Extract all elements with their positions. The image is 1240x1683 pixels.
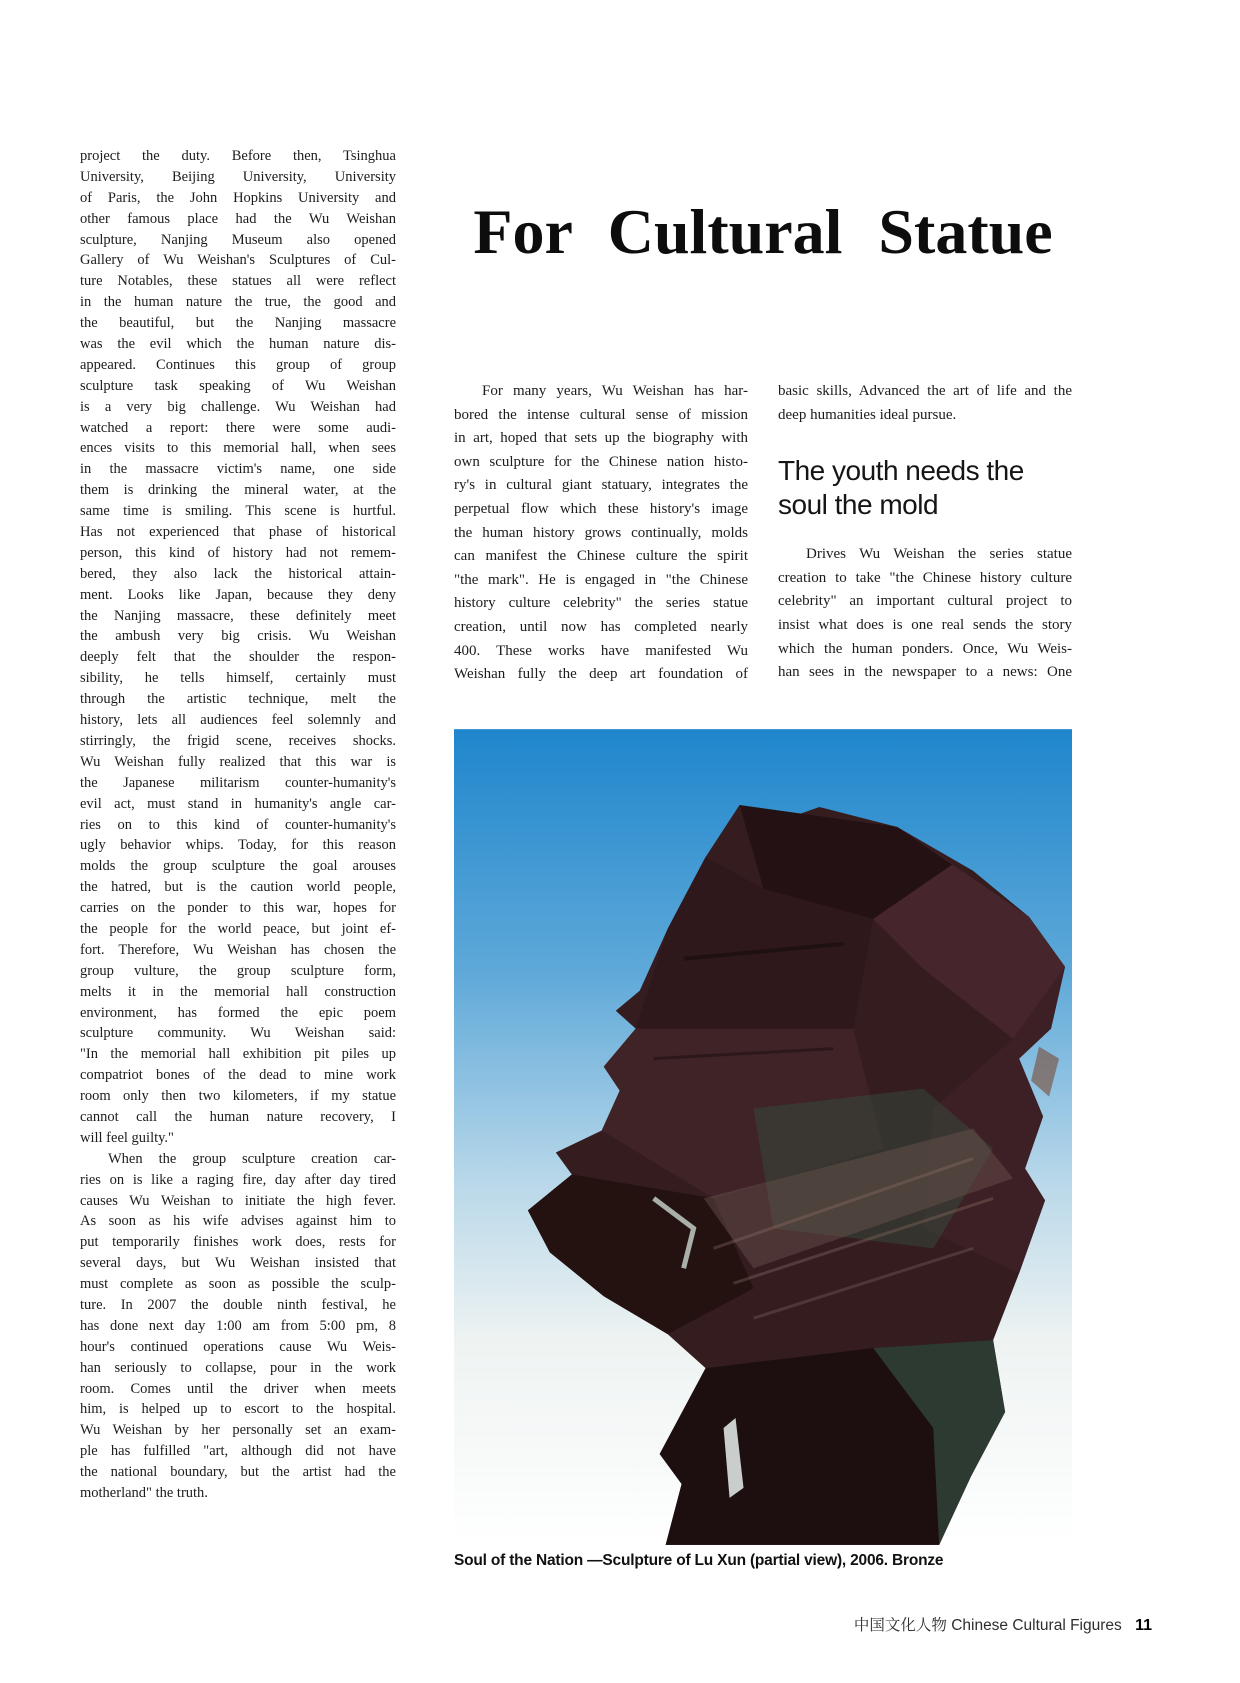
text-line: sculpture task speaking of Wu Weishan [80, 377, 396, 394]
text-line: perpetual flow which these history's image [454, 500, 748, 517]
text-line: ries on is like a raging fire, day after day tired [80, 1171, 396, 1188]
page-number: 11 [1135, 1617, 1152, 1634]
text-line: When the group sculpture creation car- [108, 1150, 396, 1167]
text-line: Gallery of Wu Weishan's Sculptures of Cul- [80, 252, 396, 269]
text-line: the Nanjing massacre, these definitely meet [80, 607, 396, 624]
text-line: put temporarily finishes work does, rests for [80, 1234, 396, 1251]
text-line: group vulture, the group sculpture form, [80, 962, 396, 979]
text-line: the ambush very big crisis. Wu Weishan [80, 628, 396, 645]
text-line: sibility, he tells himself, certainly must [80, 670, 396, 687]
sculpture-illustration [454, 728, 1072, 1546]
text-line: University, Beijing University, University [80, 168, 396, 185]
text-line: creation, until now has completed nearly [454, 618, 748, 635]
text-line: molds the group sculpture the goal arouses [80, 858, 396, 875]
text-line: person, this kind of history had not remem- [80, 544, 396, 561]
text-line: the beautiful, but the Nanjing massacre [80, 315, 396, 332]
text-line: watched a report: there were some audi- [80, 419, 396, 436]
text-line: in the massacre victim's name, one side [80, 461, 396, 478]
figure-caption [454, 1551, 1072, 1571]
text-line: motherland" the truth. [80, 1485, 208, 1501]
text-line: other famous place had the Wu Weishan [80, 210, 396, 227]
text-line: Weishan fully the deep art foundation of [454, 666, 748, 683]
text-line: Drives Wu Weishan the series statue [806, 546, 1072, 563]
text-line: fort. Therefore, Wu Weishan has chosen the [80, 941, 396, 958]
text-line: For many years, Wu Weishan has har- [482, 383, 748, 399]
text-line: ture. In 2007 the double ninth festival, he [80, 1296, 396, 1313]
text-line: sculpture, Nanjing Museum also opened [80, 231, 396, 248]
text-line: ment. Looks like Japan, because they deny [80, 586, 396, 603]
text-line: the hatred, but is the caution world people, [80, 879, 396, 896]
text-line: has done next day 1:00 am from 5:00 pm, 8 [80, 1317, 396, 1334]
text-line: him, is helped up to escort to the hospital. [80, 1401, 396, 1418]
text-line: of Paris, the John Hopkins University and [80, 189, 396, 206]
text-line: the Japanese militarism counter-humanity's [80, 774, 396, 791]
text-line: sculpture community. Wu Weishan said: [80, 1025, 396, 1042]
text-line: history, lets all audiences feel solemnly and [80, 712, 396, 729]
text-line: environment, has formed the epic poem [80, 1004, 396, 1021]
text-line: through the artistic technique, melt the [80, 691, 396, 708]
page-footer [80, 1616, 1152, 1636]
text-line: "In the memorial hall exhibition pit piles up [80, 1046, 396, 1063]
text-line: han seriously to collapse, pour in the work [80, 1359, 396, 1376]
text-line: ries on to this kind of counter-humanity's [80, 816, 396, 833]
text-line: stirringly, the frigid scene, receives shocks. [80, 732, 396, 749]
text-line: Wu Weishan fully realized that this war is [80, 753, 396, 770]
text-line: same time is smiling. This scene is hurtful. [80, 503, 396, 520]
text-line: several days, but Wu Weishan insisted that [80, 1255, 396, 1272]
text-line: history culture celebrity" the series statue [454, 595, 748, 612]
text-line: causes Wu Weishan to initiate the high fever. [80, 1192, 396, 1209]
text-line: As soon as his wife advises against him to [80, 1213, 396, 1230]
text-line: can manifest the Chinese culture the spirit [454, 548, 748, 565]
text-line: ry's in cultural giant statuary, integrates the [454, 477, 748, 494]
text-line: hour's continued operations cause Wu Weis- [80, 1338, 396, 1355]
text-line: room. Comes until the driver when meets [80, 1380, 396, 1397]
text-line: in art, hoped that sets up the biography with [454, 430, 748, 447]
text-line: deep humanities ideal pursue. [778, 406, 957, 423]
text-line: bored the intense cultural sense of mission [454, 406, 748, 423]
left-text-column [80, 146, 396, 1504]
text-line: project the duty. Before then, Tsinghua [80, 148, 396, 164]
magazine-name-cjk: 中国文化人物 [853, 1617, 947, 1634]
text-line: ture Notables, these statues all were reflect [80, 273, 396, 290]
text-line: creation to take "the Chinese history culture [778, 569, 1072, 586]
text-line: them is drinking the mineral water, at the [80, 482, 396, 499]
text-line: han sees in the newspaper to a news: One [778, 664, 1072, 681]
text-line: compatriot bones of the dead to mine work [80, 1067, 396, 1084]
text-line: melts it in the memorial hall construction [80, 983, 396, 1000]
text-line: deeply felt that the shoulder the respon- [80, 649, 396, 666]
caption-detail: —Sculpture of Lu Xun (partial view), 2006. Bronze [583, 1552, 944, 1569]
text-line: bered, they also lack the historical attain- [80, 565, 396, 582]
figure-image [454, 728, 1072, 1546]
text-line: ences visits to this memorial hall, when sees [80, 440, 396, 457]
text-line: celebrity" an important cultural project to [778, 593, 1072, 610]
text-line: the people for the world peace, but joint ef- [80, 920, 396, 937]
text-line: the national boundary, but the artist had the [80, 1464, 396, 1481]
right-text-column [778, 380, 1072, 685]
right-column-bottom [778, 543, 1072, 685]
text-line: evil act, must stand in humanity's angle car- [80, 795, 396, 812]
text-line: appeared. Continues this group of group [80, 356, 396, 373]
text-line: 400. These works have manifested Wu [454, 642, 748, 659]
text-line: "the mark". He is engaged in "the Chinese [454, 571, 748, 588]
text-line: Wu Weishan by her personally set an exam- [80, 1422, 396, 1439]
text-line: own sculpture for the Chinese nation histo- [454, 453, 748, 470]
text-line: which the human ponders. Once, Wu Weis- [778, 640, 1072, 657]
text-line: is a very big challenge. Wu Weishan had [80, 398, 396, 415]
text-line: carries on the ponder to this war, hopes for [80, 900, 396, 917]
text-line: basic skills, Advanced the art of life and the [778, 383, 1072, 399]
text-line: cannot call the human nature recovery, I [80, 1108, 396, 1125]
text-line: was the evil which the human nature dis- [80, 336, 396, 353]
right-column-top [778, 380, 1072, 427]
text-line: Has not experienced that phase of historical [80, 524, 396, 541]
text-line: ple has fulfilled "art, although did not have [80, 1443, 396, 1460]
magazine-name-en: Chinese Cultural Figures [951, 1617, 1122, 1634]
middle-text-column [454, 380, 748, 687]
text-line: room only then two kilometers, if my statue [80, 1088, 396, 1105]
text-line: will feel guilty." [80, 1129, 174, 1146]
text-line: the human history grows continually, molds [454, 524, 748, 541]
text-line: insist what does is one real sends the story [778, 616, 1072, 633]
text-line: in the human nature the true, the good and [80, 294, 396, 311]
text-line: ugly behavior whips. Today, for this reason [80, 837, 396, 854]
caption-title: Soul of the Nation [454, 1552, 583, 1569]
text-line: must complete as soon as possible the sculp- [80, 1276, 396, 1293]
article-title: For Cultural Statue [473, 196, 1053, 267]
section-heading: The youth needs the soul the mold [778, 455, 1024, 521]
